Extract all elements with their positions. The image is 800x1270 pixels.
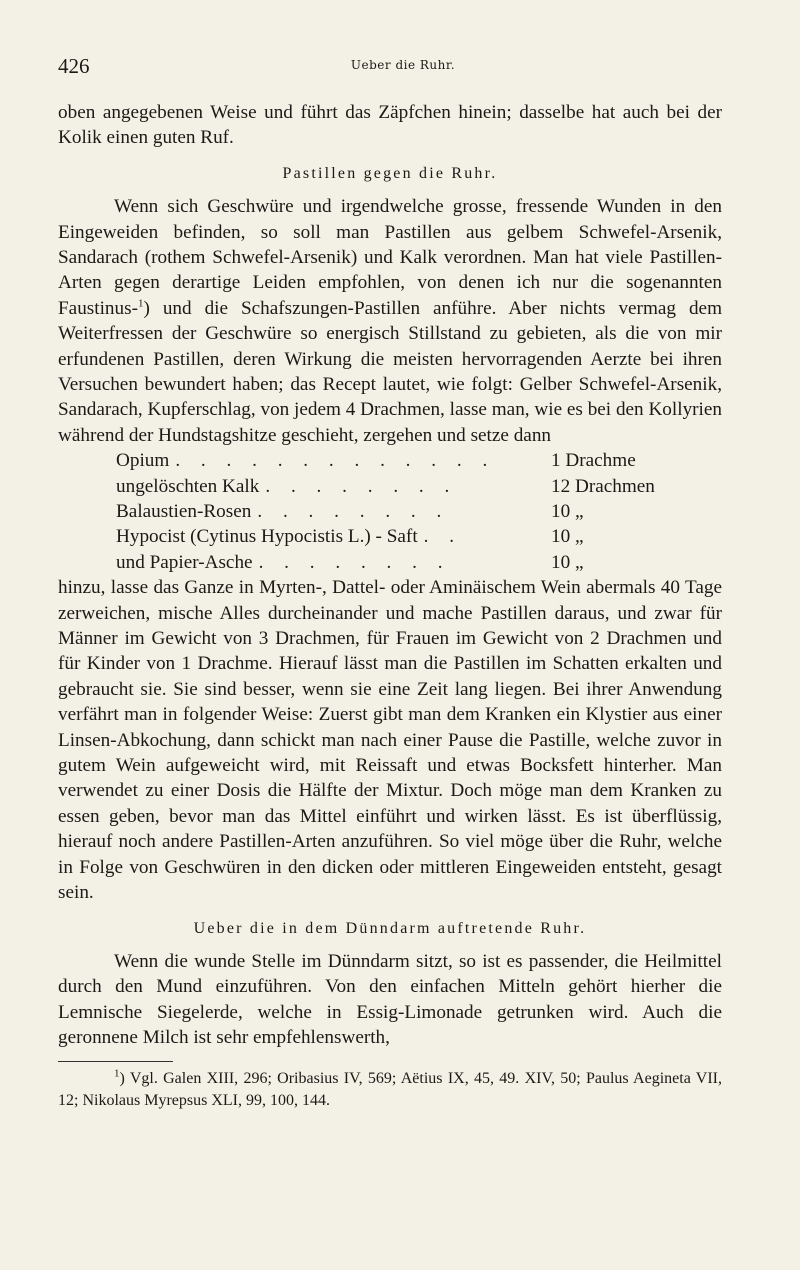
running-head: Ueber die Ruhr. [350,58,456,72]
recipe-quantity: 10 „ [551,526,584,548]
footnote-reference: 1 [137,297,144,310]
recipe-quantity: 1 Drachme [551,450,636,472]
section-heading-pastillen: Pastillen gegen die Ruhr. [282,164,498,182]
page-number: 426 [58,54,90,78]
recipe-ingredient: Balaustien-Rosen [116,501,252,523]
recipe-row [116,499,686,524]
paragraph-preparation: hinzu, lasse das Ganze in Myrten-, Dattel- oder Aminäischem Wein abermals 40 Tage zerweichen, mische Alles durcheinander und mache Pastillen daraus, und zwar für Männer im Gewicht von 3 Drachmen, für Frauen im Gewicht von 2 Drachmen und für Kinder von 1 Drachme. Hierauf lässt man die Pastillen im Schatten erkalten und gebraucht sie. Sie sind besser, wenn sie eine Zeit lang liegen. Bei ihrer Anwendung verfährt man in folgender Weise: Zuerst gibt man dem Kranken ein Klystier aus einer Linsen-Abkochung, dann schickt man nach einer Pause die Pastille, welche zuvor in gutem Wein aufgeweicht wird, mit Reissaft und etwas Bocksfett hinterher. Man verwendet zu einer Dosis die Hälfte der Mixtur. Doch möge man dem Kranken zu essen geben, bevor man das Mittel einführt und wirken lässt. Es ist überflüssig, hierauf noch andere Pastillen-Arten anzuführen. So viel möge über die Ruhr, welche in Folge von Geschwüren in den dicken oder mittleren Eingeweiden entsteht, gesagt sein. [58,577,722,904]
footnote-marker: 1 [114,1067,120,1080]
footnote-1 [58,1068,722,1112]
footnote-text: ) Vgl. Galen XIII, 296; Oribasius IV, 569; Aëtius IX, 45, 49. XIV, 50; Paulus Aegineta VII, 12; Nikolaus Myrepsus XLI, 99, 100, 144. [58,1069,722,1109]
recipe-quantity: 10 „ [551,551,584,573]
recipe-row [116,474,686,499]
paragraph-pastillen [58,194,722,448]
recipe-leader-dots: . . . . . . . . [265,475,458,497]
recipe-leader-dots: . . . . . . . . . . . . . [175,450,496,472]
recipe-list [116,448,686,575]
footnotes [58,1068,722,1112]
recipe-row [116,448,686,473]
recipe-ingredient: Opium [116,450,170,472]
paragraph-pastillen-part1: Wenn sich Geschwüre und irgendwelche grosse, fressende Wunden in den Eingeweiden befinden, so soll man Pastillen aus gelbem Schwefel-Arsenik, Sandarach (rothem Schwefel-Arsenik) und Kalk verordnen. Man hat viele Pastillen-Arten gegen derartige Leiden empfohlen, von denen ich nur die sogenannten Faustinus- [58,196,722,319]
section-heading-duenndarm: Ueber die in dem Dünndarm auftretende Ruhr. [193,919,587,937]
page-header [58,54,748,84]
recipe-row [116,524,686,549]
recipe-leader-dots: . . . . . . . . [258,551,451,573]
footnote-divider [58,1061,173,1062]
paragraph-pastillen-part2: ) und die Schafszungen-Pastillen anführe. Aber nichts vermag dem Weiterfressen der Geschwüre so energisch Stillstand zu gebieten, als die von mir erfundenen Pastillen, deren Wirkung die meisten hervorragenden Aerzte bei ihren Versuchen bewundert haben; das Recept lautet, wie folgt: Gelber Schwefel-Arsenik, Sandarach, Kupferschlag, von jedem 4 Drachmen, lasse man, wie es bei den Kollyrien während der Hundstagshitze geschieht, zergehen und setze dann [58,297,722,446]
recipe-quantity: 12 Drachmen [551,475,655,497]
paragraph-continuation: oben angegebenen Weise und führt das Zäpfchen hinein; dasselbe hat auch bei der Kolik einen guten Ruf. [58,102,722,149]
page-body [58,100,722,1112]
paragraph-duenndarm: Wenn die wunde Stelle im Dünndarm sitzt, so ist es passender, die Heilmittel durch den Mund einzuführen. Von den einfachen Mitteln gehört hierher die Lemnische Siegelerde, welche in Essig-Limonade getrunken wird. Auch die geronnene Milch ist sehr empfehlenswerth, [58,950,722,1049]
recipe-ingredient: ungelöschten Kalk [116,475,260,497]
recipe-quantity: 10 „ [551,501,584,523]
recipe-ingredient: Hypocist (Cytinus Hypocistis L.) - Saft [116,526,418,548]
recipe-leader-dots: . . [423,526,463,548]
recipe-leader-dots: . . . . . . . . [257,501,450,523]
recipe-row [116,550,686,575]
recipe-ingredient: und Papier-Asche [116,551,253,573]
